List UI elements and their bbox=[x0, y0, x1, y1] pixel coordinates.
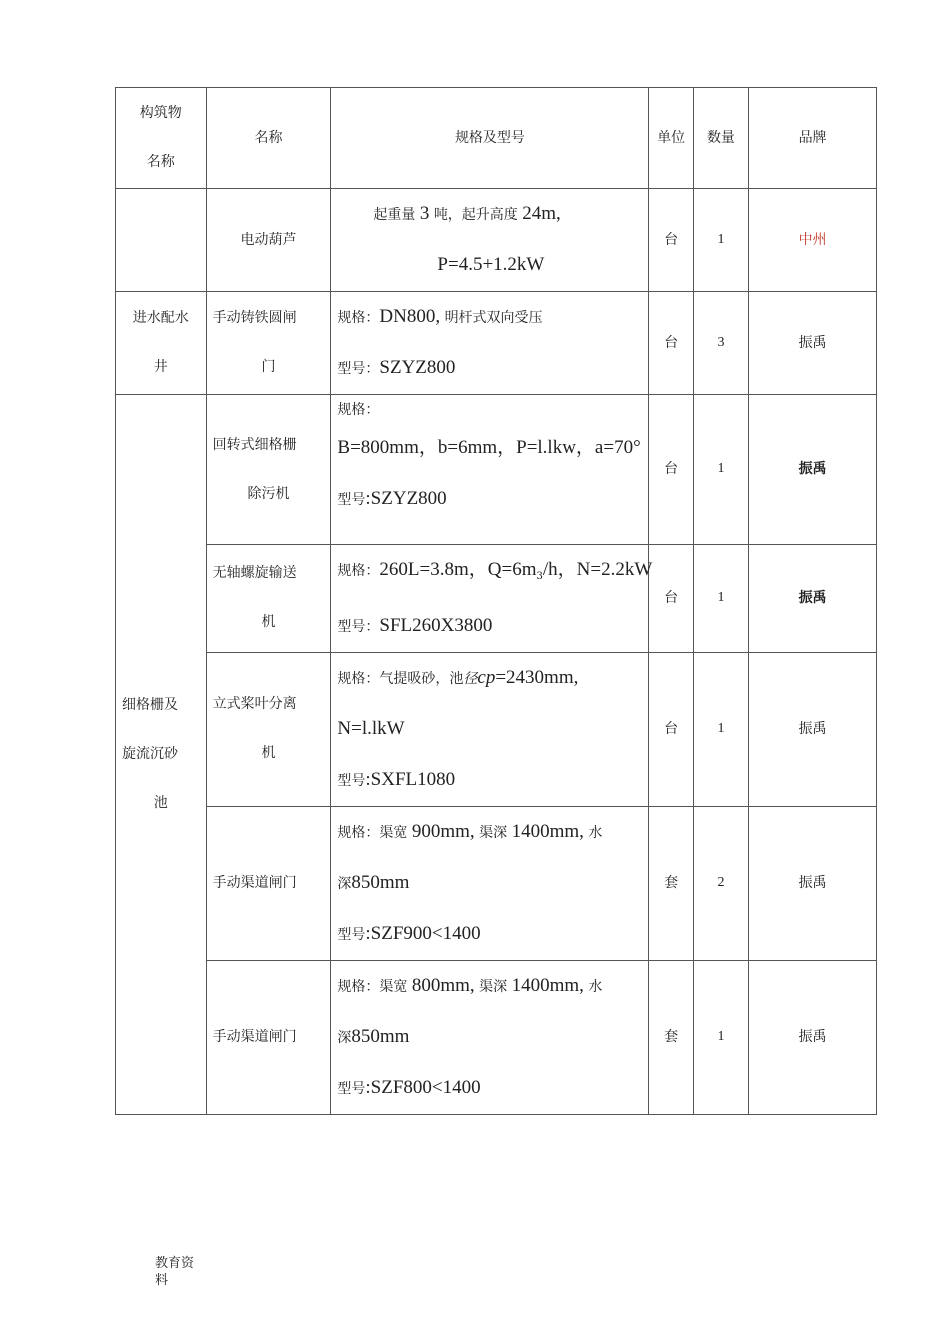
spec-value: N=l.lkW bbox=[337, 717, 405, 739]
structure-line: 进水配水 bbox=[132, 310, 189, 326]
spec-line bbox=[337, 343, 642, 394]
spec-text: 规格：渠宽 bbox=[337, 978, 408, 995]
spec-subscript: 3 bbox=[536, 570, 543, 582]
spec-line bbox=[337, 653, 642, 704]
spec-line bbox=[337, 1012, 642, 1063]
spec-line bbox=[337, 1063, 642, 1114]
qty-cell: 1 bbox=[693, 395, 748, 545]
spec-text: 型号 bbox=[337, 772, 366, 789]
table-row bbox=[116, 395, 877, 545]
spec-cell bbox=[331, 806, 649, 960]
footer-note bbox=[155, 1255, 205, 1289]
name-line: 立式桨叶分离 bbox=[212, 696, 297, 713]
spec-cell bbox=[331, 292, 649, 395]
structure-line: 细格栅及 bbox=[122, 696, 178, 713]
spec-line bbox=[337, 704, 642, 755]
name-line: 回转式细格栅 bbox=[212, 436, 297, 453]
spec-value: 3 bbox=[419, 203, 430, 224]
spec-cell bbox=[331, 960, 649, 1114]
structure-cell-empty bbox=[116, 189, 207, 292]
spec-text: 型号： bbox=[337, 618, 380, 635]
qty-cell: 1 bbox=[693, 960, 748, 1114]
table-header-row bbox=[116, 88, 877, 189]
spec-value: :SZF800<1400 bbox=[365, 1076, 481, 1098]
spec-text: 型号 bbox=[337, 926, 366, 943]
name-line: 手动铸铁圆闸 bbox=[212, 310, 297, 326]
spec-text: 水 bbox=[588, 978, 603, 995]
spec-text: 渠深 bbox=[479, 824, 508, 841]
spec-line bbox=[337, 601, 642, 652]
spec-text: 水 bbox=[588, 824, 603, 841]
spec-value: 1400mm, bbox=[511, 820, 584, 842]
equipment-table bbox=[115, 87, 877, 1115]
spec-cell bbox=[331, 652, 649, 806]
equipment-name: 手动渠道闸门 bbox=[206, 806, 331, 960]
brand-cell: 中州 bbox=[749, 189, 877, 292]
unit-cell: 台 bbox=[649, 545, 693, 653]
unit-cell: 套 bbox=[649, 960, 693, 1114]
header-spec: 规格及型号 bbox=[331, 88, 649, 189]
header-qty: 数量 bbox=[693, 88, 748, 189]
equipment-name bbox=[206, 652, 331, 806]
equipment-name bbox=[206, 395, 331, 545]
spec-text: 起重量 bbox=[373, 207, 416, 223]
spec-cell bbox=[331, 189, 649, 292]
table-row bbox=[116, 189, 877, 292]
unit-cell: 套 bbox=[649, 806, 693, 960]
qty-cell: 2 bbox=[693, 806, 748, 960]
structure-cell-group bbox=[116, 395, 207, 1115]
table-row bbox=[116, 652, 877, 806]
table-row bbox=[116, 292, 877, 395]
spec-text: 规格：气提吸砂，池 bbox=[337, 670, 464, 687]
spec-cell bbox=[331, 395, 649, 545]
brand-cell: 振禹 bbox=[749, 292, 877, 395]
header-structure bbox=[116, 88, 207, 189]
spec-text: 规格： bbox=[337, 310, 380, 326]
qty-cell: 1 bbox=[693, 189, 748, 292]
brand-cell: 振禹 bbox=[749, 652, 877, 806]
spec-line bbox=[337, 909, 642, 960]
footer-line: 料 bbox=[155, 1273, 169, 1288]
spec-value: 24m, bbox=[522, 203, 561, 224]
unit-cell: 台 bbox=[649, 395, 693, 545]
equipment-name bbox=[206, 545, 331, 653]
structure-line: 旋流沉砂 bbox=[122, 745, 178, 762]
spec-text: 型号 bbox=[337, 492, 366, 508]
spec-line bbox=[337, 858, 642, 909]
spec-text: 深 bbox=[337, 1029, 352, 1046]
name-line: 门 bbox=[261, 359, 276, 375]
spec-line bbox=[337, 474, 642, 525]
spec-value: :SXFL1080 bbox=[365, 768, 456, 790]
spec-value: DN800, bbox=[379, 306, 441, 327]
unit-cell: 台 bbox=[649, 292, 693, 395]
structure-line: 池 bbox=[153, 794, 168, 811]
brand-cell: 振禹 bbox=[749, 545, 877, 653]
structure-line: 井 bbox=[153, 359, 168, 375]
spec-value: 800mm, bbox=[411, 974, 475, 996]
qty-cell: 1 bbox=[693, 652, 748, 806]
spec-text: 规格： bbox=[337, 563, 380, 579]
table-row bbox=[116, 545, 877, 653]
name-line: 机 bbox=[261, 614, 276, 631]
header-brand: 品牌 bbox=[749, 88, 877, 189]
spec-line bbox=[337, 961, 642, 1012]
spec-value: :SZF900<1400 bbox=[365, 922, 481, 944]
name-line: 除污机 bbox=[247, 485, 290, 502]
spec-line: 规格： bbox=[337, 402, 380, 418]
spec-text: 规格：渠宽 bbox=[337, 824, 408, 841]
header-name: 名称 bbox=[206, 88, 331, 189]
brand-cell: 振禹 bbox=[749, 395, 877, 545]
spec-line bbox=[337, 189, 642, 240]
spec-value: cp bbox=[477, 666, 496, 688]
qty-cell: 1 bbox=[693, 545, 748, 653]
header-structure-line2: 名称 bbox=[146, 154, 175, 170]
spec-value: 850mm bbox=[351, 871, 410, 893]
spec-value: 900mm, bbox=[411, 820, 475, 842]
spec-value: /h，N=2.2kW bbox=[542, 559, 653, 580]
spec-text: 渠深 bbox=[479, 978, 508, 995]
name-line: 机 bbox=[261, 745, 276, 762]
brand-cell: 振禹 bbox=[749, 806, 877, 960]
spec-line bbox=[337, 423, 642, 474]
equipment-name: 电动葫芦 bbox=[206, 189, 331, 292]
table-row bbox=[116, 806, 877, 960]
structure-cell bbox=[116, 292, 207, 395]
footer-line: 教育资 bbox=[155, 1256, 195, 1271]
header-unit: 单位 bbox=[649, 88, 693, 189]
spec-line bbox=[337, 292, 642, 343]
spec-text: 明杆式双向受压 bbox=[444, 310, 543, 326]
spec-text: 径 bbox=[463, 670, 478, 687]
spec-text: 型号 bbox=[337, 1080, 366, 1097]
spec-line bbox=[337, 755, 642, 806]
name-line: 无轴螺旋输送 bbox=[212, 565, 297, 582]
spec-value: 260L=3.8m，Q=6m bbox=[379, 559, 537, 580]
spec-value: =2430mm, bbox=[495, 666, 579, 688]
qty-cell: 3 bbox=[693, 292, 748, 395]
equipment-name: 手动渠道闸门 bbox=[206, 960, 331, 1114]
spec-value: SFL260X3800 bbox=[379, 614, 493, 636]
spec-value: SZYZ800 bbox=[379, 357, 456, 378]
header-structure-line1: 构筑物 bbox=[139, 105, 182, 121]
unit-cell: 台 bbox=[649, 189, 693, 292]
spec-value: P=4.5+1.2kW bbox=[437, 254, 545, 275]
table-row bbox=[116, 960, 877, 1114]
brand-cell: 振禹 bbox=[749, 960, 877, 1114]
unit-cell: 台 bbox=[649, 652, 693, 806]
spec-value: 1400mm, bbox=[511, 974, 584, 996]
spec-value: :SZYZ800 bbox=[365, 488, 447, 509]
spec-line bbox=[337, 240, 642, 291]
equipment-name bbox=[206, 292, 331, 395]
spec-value: B=800mm，b=6mm，P=l.lkw，a=70° bbox=[337, 437, 641, 458]
spec-line bbox=[337, 545, 653, 601]
spec-value: 850mm bbox=[351, 1025, 410, 1047]
spec-text: 深 bbox=[337, 875, 352, 892]
spec-line bbox=[337, 807, 642, 858]
spec-cell bbox=[331, 545, 653, 653]
spec-text: 型号： bbox=[337, 361, 380, 377]
spec-text: 吨，起升高度 bbox=[433, 207, 518, 223]
